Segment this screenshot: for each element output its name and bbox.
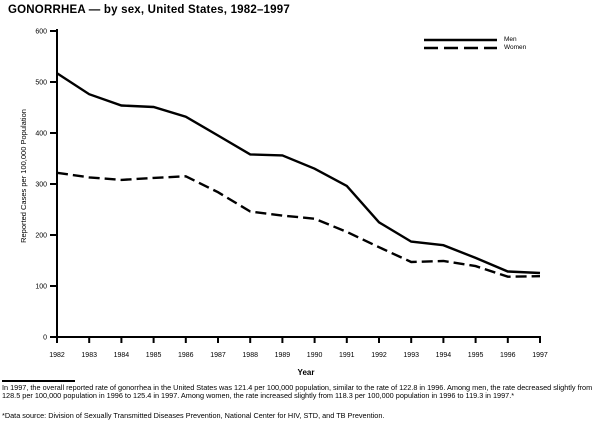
svg-text:0: 0 — [43, 334, 47, 342]
svg-text:1986: 1986 — [178, 352, 194, 359]
y-axis-title: Reported Cases per 100,000 Population — [19, 109, 28, 243]
footnote-text: In 1997, the overall reported rate of gonorrhea in the United States was 121.4 per 100,000 population, similar to the rate of 122.8 in 1996. Among men, the rate decreased slightly from 128.5 per 100,000 population in 1996 to 125.4 in 1997. Among women, the rate increased slightly from 118.3 per 100,000 population in 1996 to 119.3 in 1997.* — [2, 383, 593, 400]
svg-text:500: 500 — [35, 79, 47, 87]
svg-text:1988: 1988 — [242, 352, 258, 359]
svg-text:1997: 1997 — [532, 352, 548, 359]
svg-text:1991: 1991 — [339, 352, 355, 359]
svg-text:1985: 1985 — [145, 352, 162, 359]
svg-text:400: 400 — [35, 130, 47, 138]
svg-text:1996: 1996 — [500, 352, 516, 359]
svg-text:1990: 1990 — [306, 352, 323, 359]
svg-text:1982: 1982 — [49, 352, 65, 359]
footnote-divider — [2, 380, 75, 382]
svg-text:1989: 1989 — [274, 352, 291, 359]
svg-text:600: 600 — [35, 28, 47, 36]
legend-label-men: Men — [504, 35, 517, 43]
svg-text:1994: 1994 — [435, 352, 452, 359]
svg-text:1992: 1992 — [371, 352, 387, 359]
x-axis-title: Year — [297, 368, 315, 377]
svg-text:1983: 1983 — [81, 352, 97, 359]
men-series-line — [57, 73, 540, 273]
legend-label-women: Women — [504, 43, 527, 51]
svg-text:300: 300 — [35, 181, 47, 189]
svg-text:200: 200 — [35, 232, 47, 240]
svg-text:100: 100 — [35, 283, 47, 291]
svg-text:1993: 1993 — [403, 352, 419, 359]
axes — [35, 29, 548, 360]
women-series-line — [57, 173, 540, 277]
svg-text:1984: 1984 — [113, 352, 130, 359]
legend — [424, 40, 497, 48]
svg-text:1987: 1987 — [210, 352, 226, 359]
data-source-text: *Data source: Division of Sexually Transmitted Diseases Prevention, National Center for HIV, STD, and TB Prevention. — [2, 411, 385, 420]
svg-text:1995: 1995 — [467, 352, 484, 359]
page-title: GONORRHEA — by sex, United States, 1982–1997 — [8, 4, 290, 16]
